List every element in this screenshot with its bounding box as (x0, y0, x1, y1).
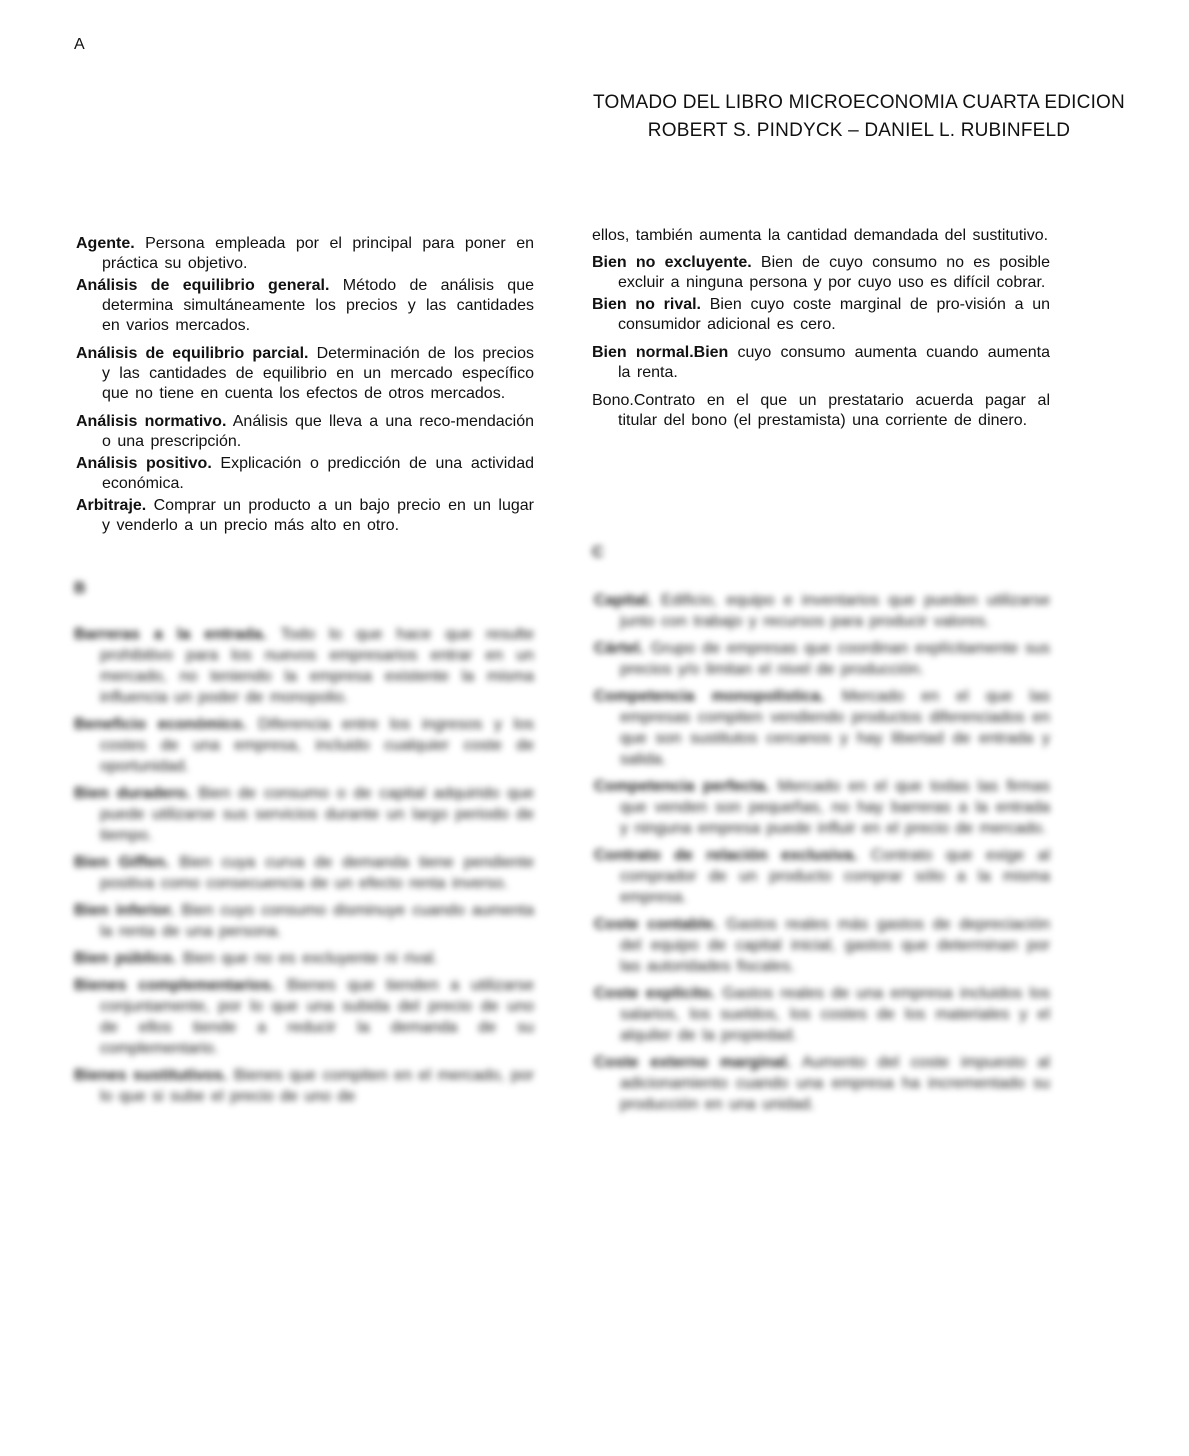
glossary-entry: Bienes sustitutivos. Bienes que compiten en el mercado, por lo que si sube el precio de uno de (74, 1067, 534, 1105)
glossary-entry: Bien no rival. Bien cuyo coste marginal de pro-visión a un consumidor adicional es cero. (592, 296, 1051, 333)
glossary-entry: Bono.Contrato en el que un prestatario acuerda pagar al titular del bono (el prestamista) una corriente de dinero. (592, 392, 1050, 429)
glossary-entry: Contrato de relación exclusiva. Contrato que exige al comprador de un producto comprar sólo a la misma empresa. (594, 847, 1051, 906)
header-authors-line: ROBERT S. PINDYCK – DANIEL L. RUBINFELD (647, 120, 1071, 141)
glossary-entry: Cártel. Grupo de empresas que coordinan explícitamente sus precios y/o limitan el nivel de producción. (594, 640, 1050, 678)
glossary-entry: Competencia monopolística. Mercado en el que las empresas compiten vendiendo productos diferenciados en que son sustitutos cercanos y hay libertad de entrada y salida. (594, 688, 1050, 768)
section-letter: C (592, 544, 604, 561)
glossary-entry: Bien público. Bien que no es excluyente ni rival. (74, 950, 438, 967)
glossary-entry: Análisis de equilibrio general. Método de análisis que determina simultáneamente los precios y las cantidades en varios mercados. (76, 277, 535, 334)
glossary-entry: Arbitraje. Comprar un producto a un bajo precio en un lugar y venderlo a un precio más alto en otro. (76, 497, 534, 534)
glossary-entry: Coste externo marginal. Aumento del coste impuesto al adicionamiento cuando una empresa ha incrementado su producción en una unidad. (594, 1054, 1050, 1113)
section-c-blurred (594, 590, 1050, 1121)
glossary-column-right (592, 226, 1050, 433)
glossary-entry: Barreras a la entrada. Todo lo que hace que resulte prohibitivo para los nuevos empresarios entrar en un mercado, no teniendo la empresa existente la misma influencia un poder de monopolio. (74, 626, 535, 706)
glossary-entry: Bien duradero. Bien de consumo o de capital adquirido que puede utilizarse sus servicios durante un largo periodo de tiempo. (74, 785, 534, 844)
continuation-text: ellos, también aumenta la cantidad demandada del sustitutivo. (592, 227, 1049, 244)
glossary-entry: Análisis de equilibrio parcial. Determinación de los precios y las cantidades de equilibrio en un mercado específico que no tiene en cuenta los efectos de otros mercados. (76, 345, 534, 402)
glossary-column-left (76, 234, 534, 538)
section-b-blurred (74, 580, 534, 1113)
glossary-entry: Agente. Persona empleada por el principal para poner en práctica su objetivo. (76, 235, 534, 272)
glossary-entry: Análisis positivo. Explicación o predicción de una actividad económica. (76, 455, 534, 492)
glossary-entry: Análisis normativo. Análisis que lleva a una reco-mendación o una prescripción. (76, 413, 535, 450)
glossary-entry: Bienes complementarios. Bienes que tienden a utilizarse conjuntamente, por lo que una subida del precio de uno de ellos tiende a reducir la demanda de su complementario. (74, 977, 534, 1057)
glossary-entry: Coste explícito. Gastos reales de una empresa incluidos los salarios, los sueldos, los costes de los materiales y el alquiler de la propiedad. (594, 985, 1051, 1044)
glossary-entry: Bien no excluyente. Bien de cuyo consumo no es posible excluir a ninguna persona y por cuyo uso es difícil cobrar. (592, 254, 1050, 291)
section-letter: B (74, 580, 86, 597)
page-letter-marker: A (74, 36, 85, 53)
glossary-entry: Coste contable. Gastos reales más gastos de depreciación del equipo de capital inicial, gastos que determinan por las autoridades fiscales. (594, 916, 1051, 975)
glossary-entry: Beneficio económico. Diferencia entre los ingresos y los costes de una empresa, incluido cualquier coste de oportunidad. (74, 716, 534, 775)
glossary-entry: Competencia perfecta. Mercado en el que todas las firmas que venden son pequeñas, no hay barreras a la entrada y ninguna empresa puede influir en el precio de mercado. (594, 778, 1051, 837)
glossary-entry: Bien normal.Bien cuyo consumo aumenta cuando aumenta la renta. (592, 344, 1051, 381)
header-title-line: TOMADO DEL LIBRO MICROECONOMIA CUARTA EDICION (593, 92, 1125, 113)
glossary-entry: Capital. Edificio, equipo e inventarios que pueden utilizarse junto con trabajo y recursos para producir valores. (594, 592, 1050, 630)
glossary-entry: Bien Giffen. Bien cuya curva de demanda tiene pendiente positiva como consecuencia de un efecto renta inverso. (74, 854, 535, 892)
book-source-header (560, 89, 1158, 145)
glossary-entry: Bien inferior. Bien cuyo consumo disminuye cuando aumenta la renta de una persona. (74, 902, 535, 940)
